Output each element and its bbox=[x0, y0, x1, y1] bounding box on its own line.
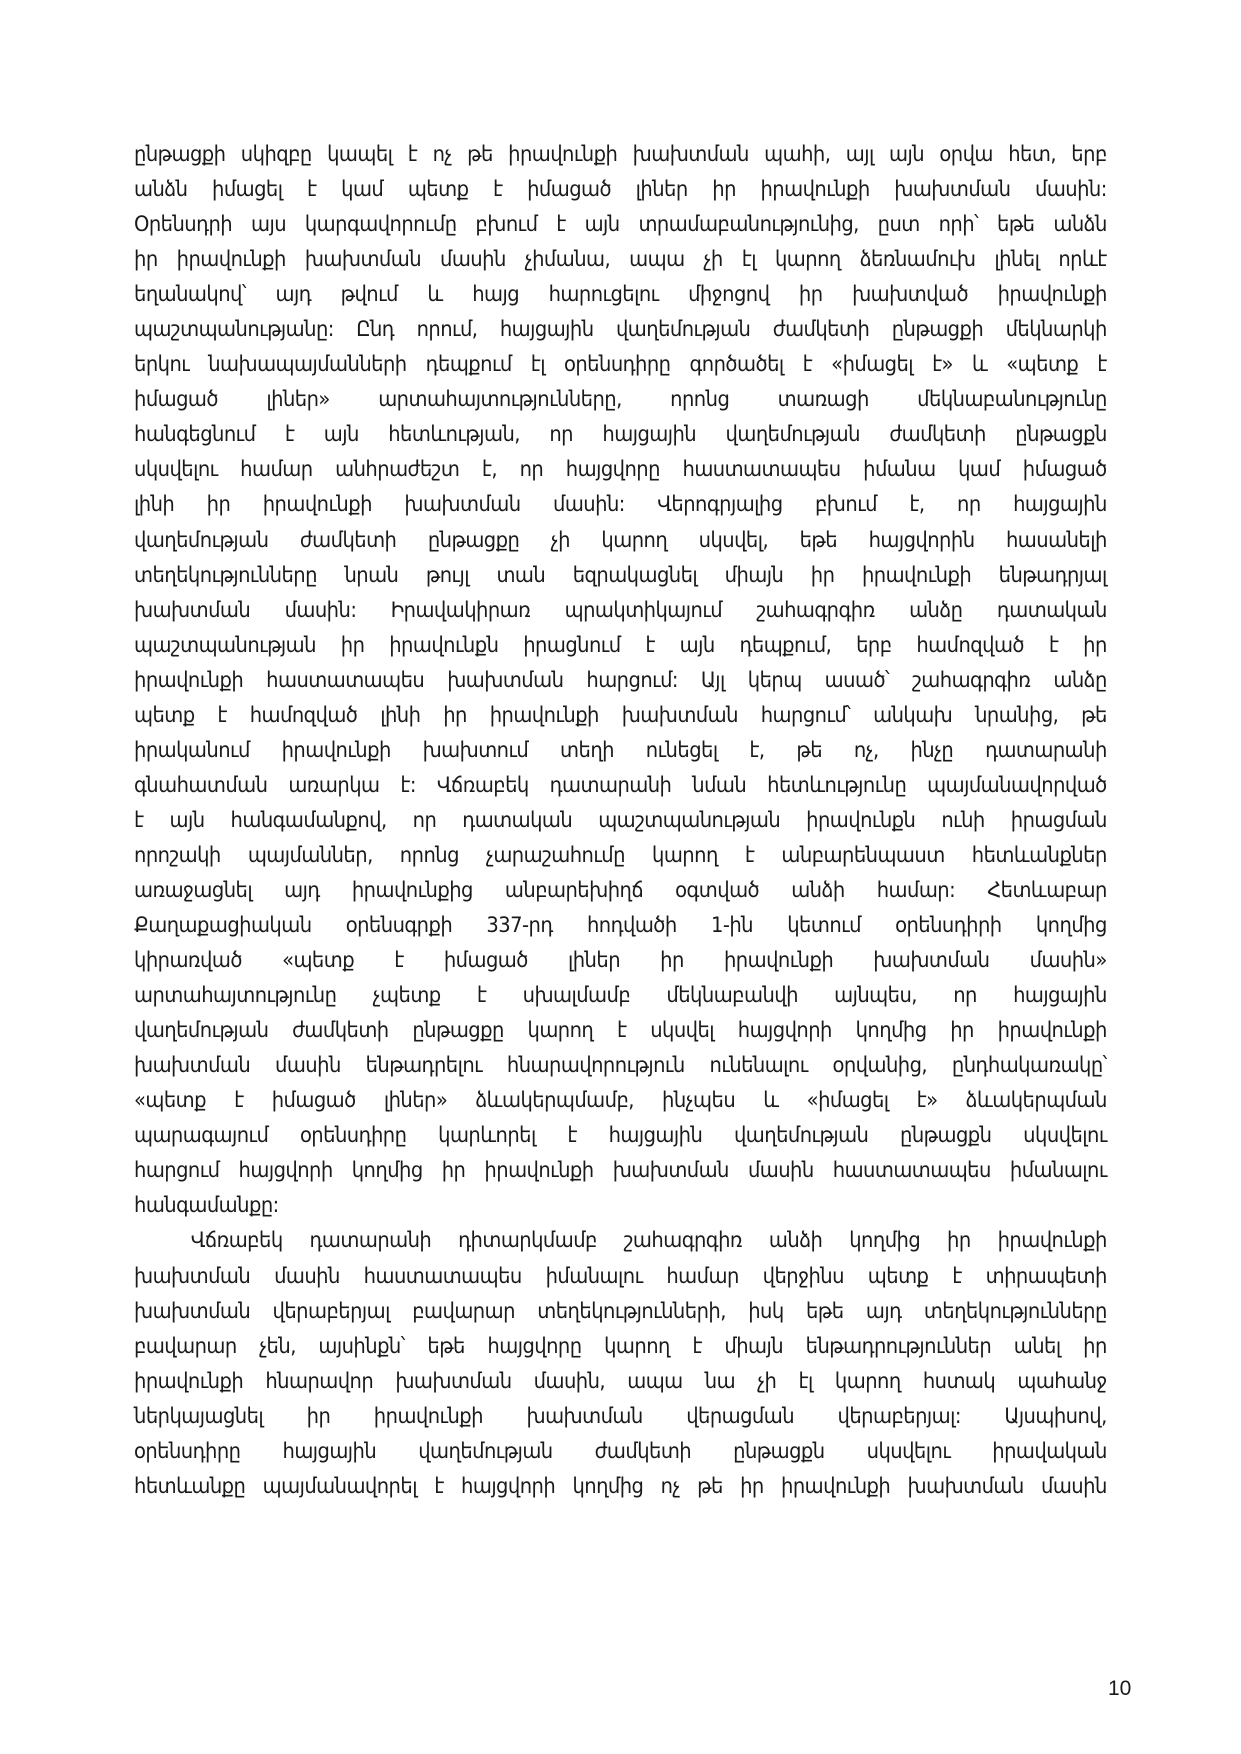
text-line: Օրենսդրի այս կարգավորումը բխում է այն տրամաբանությունից, ըստ որի՝ եթե անձն bbox=[134, 212, 1107, 237]
text-line: վաղեմության ժամկետի ընթացքը կարող է սկսվել հայցվորի կողմից իր իրավունքի bbox=[134, 1018, 1107, 1043]
text-line: ներկայացնել իր իրավունքի խախտման վերացման վերաբերյալ: Այսպիսով, bbox=[134, 1403, 1107, 1428]
text-line: Քաղաքացիական օրենսգրքի 337-րդ հոդվածի 1-ին կետում օրենսդիրի կողմից bbox=[134, 913, 1107, 938]
text-line: պաշտպանության իր իրավունքն իրացնում է այն դեպքում, երբ համոզված է իր bbox=[134, 632, 1107, 657]
text-line: սկսվելու համար անհրաժեշտ է, որ հայցվորը հաստատապես իմանա կամ իմացած bbox=[134, 457, 1107, 482]
text-line: իր իրավունքի խախտման մասին չիմանա, ապա չի էլ կարող ձեռնամուխ լինել որևէ bbox=[134, 247, 1107, 272]
text-line: իրականում իրավունքի խախտում տեղի ունեցել է, թե ոչ, ինչը դատարանի bbox=[134, 737, 1107, 762]
text-line: ընթացքի սկիզբը կապել է ոչ թե իրավունքի խախտման պահի, այլ այն օրվա հետ, երբ bbox=[134, 142, 1107, 166]
text-line: իրավունքի հնարավոր խախտման մասին, ապա նա չի էլ կարող հստակ պահանջ bbox=[134, 1368, 1107, 1393]
text-line: խախտման մասին: Իրավակիրառ պրակտիկայում շահագրգիռ անձը դատական bbox=[134, 597, 1107, 622]
text-line: պաշտպանությանը: Ընդ որում, հայցային վաղեմության ժամկետի ընթացքի մեկնարկի bbox=[134, 317, 1107, 342]
paragraph-first-line: Վճռաբեկ դատարանի դիտարկմամբ շահագրգիռ անձի կողմից իր իրավունքի bbox=[190, 1228, 1107, 1253]
text-line: պարագայում օրենսդիրը կարևորել է հայցային վաղեմության ընթացքն սկսվելու bbox=[134, 1123, 1107, 1148]
text-line: կիրառված «պետք է իմացած լիներ իր իրավունքի խախտման մասին» bbox=[134, 948, 1107, 973]
text-line: պետք է համոզված լինի իր իրավունքի խախտման հարցում՝ անկախ նրանից, թե bbox=[134, 702, 1107, 727]
text-line: իրավունքի հաստատապես խախտման հարցում: Այլ կերպ ասած՝ շահագրգիռ անձը bbox=[134, 667, 1107, 692]
text-line: գնահատման առարկա է: Վճռաբեկ դատարանի նման հետևությունը պայմանավորված bbox=[134, 772, 1107, 797]
text-line: իմացած լիներ» արտահայտությունները, որոնց տառացի մեկնաբանությունը bbox=[134, 387, 1107, 412]
text-line: առաջացնել այդ իրավունքից անբարեխիղճ օգտված անձի համար: Հետևաբար bbox=[134, 877, 1107, 902]
text-line: հանգեցնում է այն հետևության, որ հայցային վաղեմության ժամկետի ընթացքն bbox=[134, 422, 1107, 447]
page-number: 10 bbox=[1108, 1677, 1132, 1700]
text-line: հանգամանքը: bbox=[134, 1193, 279, 1218]
text-line: խախտման մասին հաստատապես իմանալու համար վերջինս պետք է տիրապետի bbox=[134, 1263, 1107, 1288]
text-line: երկու նախապայմանների դեպքում էլ օրենսդիրը գործածել է «իմացել է» և «պետք է bbox=[134, 352, 1107, 377]
text-line: արտահայտությունը չպետք է սխալմամբ մեկնաբանվի այնպես, որ հայցային bbox=[134, 983, 1107, 1008]
text-line: օրենսդիրը հայցային վաղեմության ժամկետի ընթացքն սկսվելու իրավական bbox=[134, 1438, 1107, 1463]
text-line: անձն իմացել է կամ պետք է իմացած լիներ իր իրավունքի խախտման մասին: bbox=[134, 177, 1107, 202]
text-line: խախտման վերաբերյալ բավարար տեղեկությունների, իսկ եթե այդ տեղեկությունները bbox=[134, 1298, 1107, 1323]
body-text bbox=[134, 137, 1107, 1504]
text-line: խախտման մասին ենթադրելու հնարավորություն ունենալու օրվանից, ընդհակառակը՝ bbox=[134, 1053, 1107, 1078]
text-line: «պետք է իմացած լիներ» ձևակերպմամբ, ինչպես և «իմացել է» ձևակերպման bbox=[134, 1088, 1107, 1113]
text-line: լինի իր իրավունքի խախտման մասին: Վերոգրյալից բխում է, որ հայցային bbox=[134, 492, 1107, 517]
text-line: վաղեմության ժամկետի ընթացքը չի կարող սկսվել, եթե հայցվորին հասանելի bbox=[134, 527, 1107, 552]
text-line: տեղեկությունները նրան թույլ տան եզրակացնել միայն իր իրավունքի ենթադրյալ bbox=[134, 562, 1107, 587]
text-line: եղանակով՝ այդ թվում և հայց հարուցելու միջոցով իր խախտված իրավունքի bbox=[134, 282, 1107, 307]
text-line: հարցում հայցվորի կողմից իր իրավունքի խախտման մասին հաստատապես իմանալու bbox=[134, 1158, 1107, 1183]
text-line: է այն հանգամանքով, որ դատական պաշտպանության իրավունքն ունի իրացման bbox=[134, 807, 1107, 832]
text-line: որոշակի պայմաններ, որոնց չարաշահումը կարող է անբարենպաստ հետևանքներ bbox=[134, 842, 1107, 867]
text-line: բավարար չեն, այսինքն՝ եթե հայցվորը կարող է միայն ենթադրություններ անել իր bbox=[134, 1333, 1107, 1358]
text-line: հետևանքը պայմանավորել է հայցվորի կողմից ոչ թե իր իրավունքի խախտման մասին bbox=[134, 1473, 1107, 1498]
